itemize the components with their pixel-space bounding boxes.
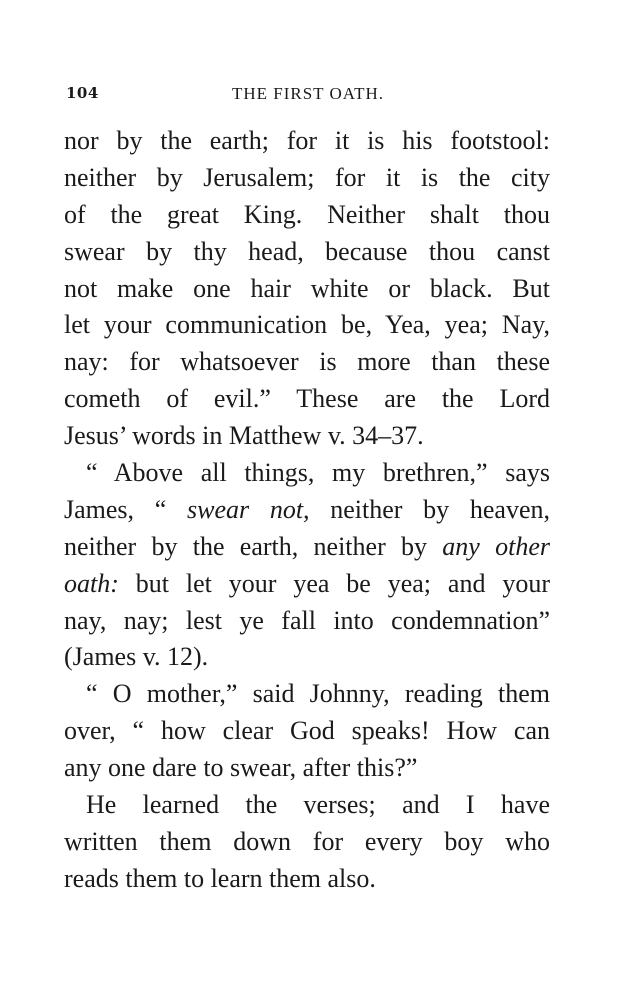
text-segment: neither by heaven, [309, 494, 550, 524]
text-line [64, 197, 550, 234]
text-line [64, 824, 550, 861]
text-line [64, 639, 550, 676]
text-segment: neither by Jerusalem; for it is the city [64, 162, 550, 192]
text-segment: of the great King. Neither shalt thou [64, 199, 550, 229]
text-line [64, 271, 550, 308]
text-segment: James, “ [64, 494, 187, 524]
italic-text: swear not, [187, 494, 310, 524]
page-number: 104 [66, 84, 99, 102]
paragraph [64, 455, 550, 676]
text-segment: He learned the verses; and I have [86, 790, 550, 820]
italic-text: any other [442, 531, 550, 561]
text-line [64, 381, 550, 418]
text-segment: neither by the earth, neither by [64, 531, 443, 561]
text-line [64, 160, 550, 197]
paragraph [64, 123, 550, 455]
paragraph [64, 676, 550, 787]
text-line [64, 676, 550, 713]
text-line [64, 603, 550, 640]
text-segment: Jesus’ words in Matthew v. 34–37. [64, 421, 424, 451]
text-segment: nor by the earth; for it is his footstool: [64, 126, 550, 155]
text-segment: nay: for whatsoever is more than these [64, 347, 550, 377]
text-segment: but let your yea be yea; and your [118, 568, 550, 598]
page-body [64, 123, 550, 898]
text-line [64, 123, 550, 160]
running-header [66, 84, 550, 110]
text-line [64, 307, 550, 344]
text-line [64, 492, 550, 529]
running-title: THE FIRST OATH. [231, 84, 385, 103]
paragraph [64, 787, 550, 898]
text-line [64, 529, 550, 566]
italic-text: oath: [64, 568, 119, 598]
text-segment: “ O mother,” said Johnny, reading them [86, 679, 550, 709]
text-segment: cometh of evil.” These are the Lord [64, 384, 550, 414]
text-segment: swear by thy head, because thou canst [64, 236, 550, 266]
text-segment: let your communication be, Yea, yea; Nay, [64, 310, 550, 340]
text-segment: over, “ how clear God speaks! How can [64, 716, 550, 746]
text-line [64, 234, 550, 271]
text-segment: not make one hair white or black. But [64, 273, 550, 303]
text-line [64, 344, 550, 381]
text-segment: any one dare to swear, after this?” [64, 753, 418, 783]
text-line [64, 750, 550, 787]
text-line [64, 455, 550, 492]
text-segment: nay, nay; lest ye fall into condemnation” [64, 605, 550, 635]
text-line [64, 787, 550, 824]
text-segment: “ Above all things, my brethren,” says [86, 458, 550, 488]
text-segment: reads them to learn them also. [64, 863, 376, 893]
text-line [64, 713, 550, 750]
text-segment: (James v. 12). [64, 642, 209, 672]
text-segment: written them down for every boy who [64, 826, 550, 856]
text-line [64, 418, 550, 455]
text-line [64, 566, 550, 603]
text-line [64, 861, 550, 898]
